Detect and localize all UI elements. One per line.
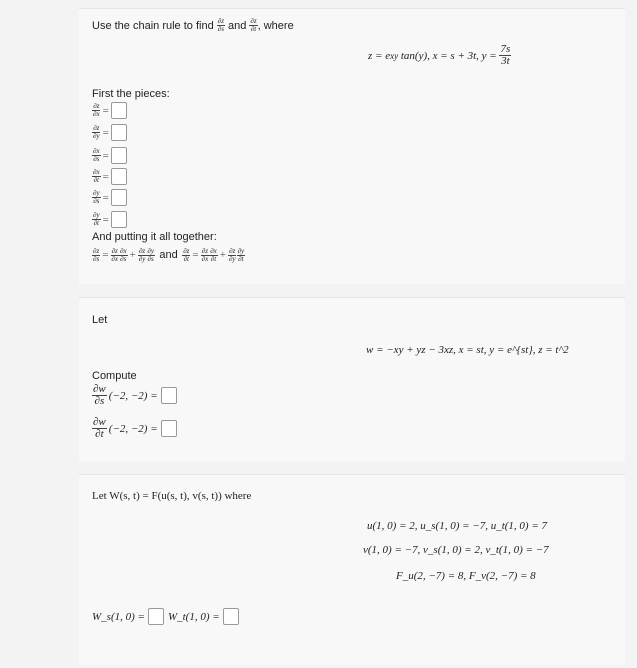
given-fraction [499, 44, 511, 67]
piece-answer-input[interactable] [111, 147, 127, 164]
frac-num: ∂z [93, 124, 100, 132]
piece-fraction [92, 212, 101, 227]
frac-den: ∂s [120, 254, 127, 263]
frac-den: ∂x [111, 254, 118, 263]
dzds-lhs [92, 248, 100, 263]
piece-row [92, 211, 127, 228]
ws-answer-input[interactable] [148, 608, 164, 625]
frac-num: ∂z [93, 246, 100, 255]
dw-dt-answer-input[interactable] [161, 420, 177, 437]
wt-label: W_t(1, 0) = [167, 610, 220, 623]
piece-answer-input[interactable] [111, 168, 127, 185]
frac-num: ∂y [93, 211, 100, 219]
ws-label: W_s(1, 0) = [92, 610, 145, 623]
frac-num: ∂w [93, 383, 106, 395]
given-main: z = e [368, 49, 391, 62]
plus-sign: + [129, 249, 136, 261]
frac-den: ∂t [93, 219, 99, 227]
equals-sign: = [102, 191, 109, 204]
frac-den: ∂y [138, 254, 146, 263]
dw-ds-fraction [92, 384, 107, 407]
dw-ds-answer-input[interactable] [161, 387, 177, 404]
frac-den: ∂t [183, 254, 189, 263]
equals-sign: = [102, 213, 109, 226]
piece-fraction [92, 190, 101, 205]
together-label: And putting it all together: [92, 231, 217, 243]
together-and: and [159, 249, 178, 261]
frac-den: ∂y [228, 254, 236, 263]
frac-den: ∂s [147, 254, 154, 263]
frac-num: ∂z [138, 246, 146, 255]
dzdt-fraction [249, 18, 257, 33]
frac-num: ∂z [111, 246, 118, 255]
given-rest: tan(y), x = s + 3t, y = [400, 49, 497, 62]
q1-prompt-and: and [228, 19, 247, 32]
wt-answer-input[interactable] [223, 608, 239, 625]
frac-den: ∂t [95, 428, 104, 440]
equals-sign: = [102, 104, 109, 117]
together-equation [92, 246, 245, 264]
frac-num: ∂x [119, 246, 127, 255]
compute-label: Compute [92, 370, 137, 382]
piece-answer-input[interactable] [111, 189, 127, 206]
piece-row [92, 102, 127, 119]
frac-num: ∂y [237, 246, 245, 255]
dw-dt-row [92, 417, 177, 440]
dzds-fraction [217, 18, 225, 33]
frac-num: ∂w [93, 416, 106, 428]
term [119, 248, 128, 263]
q3-line2: v(1, 0) = −7, v_s(1, 0) = 2, v_t(1, 0) = −7 [363, 544, 549, 556]
frac-den: ∂s [93, 254, 100, 263]
frac-den: ∂s [93, 197, 100, 205]
q1-prompt [92, 18, 294, 33]
dw-ds-point: (−2, −2) = [108, 389, 158, 402]
q1-prompt-after: , where [257, 19, 294, 32]
term [209, 248, 218, 263]
piece-row [92, 124, 127, 141]
frac-den: ∂s [94, 395, 105, 407]
piece-row [92, 147, 127, 164]
q3-let: Let W(s, t) = F(u(s, t), v(s, t)) where [92, 490, 252, 502]
frac-num: ∂z [217, 17, 224, 25]
term [201, 248, 210, 263]
dzdt-lhs [182, 248, 190, 263]
frac-num: ∂z [183, 246, 190, 255]
frac-num: ∂z [93, 102, 100, 110]
w-answers-row [92, 608, 239, 625]
frac-num: ∂z [229, 246, 236, 255]
piece-fraction [92, 169, 101, 184]
frac-den: ∂y [93, 132, 100, 140]
piece-fraction [92, 148, 101, 163]
equals-sign: = [102, 149, 109, 162]
q2-given-equation: w = −xy + yz − 3xz, x = st, y = e^{st}, z = t^2 [366, 344, 569, 356]
term [146, 248, 155, 263]
frac-num: ∂x [210, 246, 217, 255]
term [110, 248, 119, 263]
frac-num: ∂y [147, 246, 154, 255]
equals-sign: = [102, 249, 109, 261]
frac-num: ∂x [93, 147, 100, 155]
pieces-label: First the pieces: [92, 88, 170, 100]
frac-den: ∂t [250, 25, 257, 33]
dw-dt-point: (−2, −2) = [108, 422, 158, 435]
piece-answer-input[interactable] [111, 211, 127, 228]
frac-den: 3t [501, 55, 510, 67]
term [138, 248, 147, 263]
dw-dt-fraction [92, 417, 107, 440]
piece-answer-input[interactable] [111, 102, 127, 119]
frac-den: ∂t [93, 176, 99, 184]
term [237, 248, 246, 263]
frac-num: ∂z [201, 246, 208, 255]
dw-ds-row [92, 384, 177, 407]
piece-answer-input[interactable] [111, 124, 127, 141]
q3-line1: u(1, 0) = 2, u_s(1, 0) = −7, u_t(1, 0) = 7 [367, 520, 548, 532]
q2-let: Let [92, 314, 108, 326]
piece-fraction [92, 103, 101, 118]
term [228, 248, 237, 263]
piece-fraction [92, 125, 101, 140]
frac-num: ∂y [93, 189, 100, 197]
q3-line3: F_u(2, −7) = 8, F_v(2, −7) = 8 [396, 570, 536, 582]
piece-row [92, 189, 127, 206]
frac-den: ∂t [238, 254, 244, 263]
frac-den: ∂x [93, 110, 100, 118]
q1-given-equation [368, 44, 511, 67]
frac-den: ∂t [210, 254, 217, 263]
frac-den: ∂s [93, 155, 100, 163]
q1-prompt-before: Use the chain rule to find [92, 19, 214, 32]
frac-den: ∂s [217, 25, 224, 33]
equals-sign: = [102, 126, 109, 139]
piece-row [92, 168, 127, 185]
frac-num: ∂z [250, 17, 257, 25]
plus-sign: + [219, 249, 226, 261]
frac-num: ∂x [93, 168, 100, 176]
frac-num: 7s [500, 43, 511, 55]
frac-den: ∂x [201, 254, 209, 263]
given-exp: xy [390, 50, 399, 61]
composite-function-question-panel [79, 474, 625, 665]
equals-sign: = [192, 249, 199, 261]
equals-sign: = [102, 170, 109, 183]
